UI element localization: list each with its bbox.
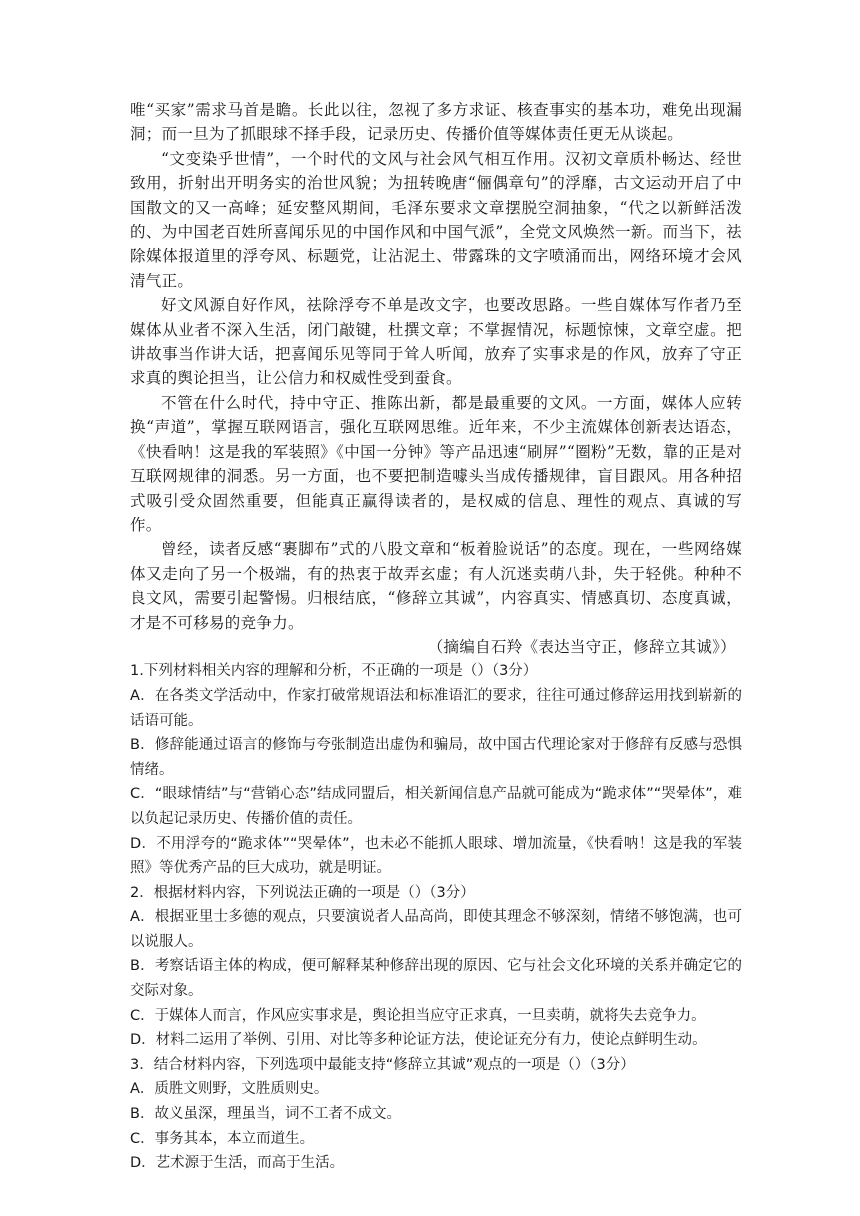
passage-source-citation: （摘编自石羚《表达当守正，修辞立其诚》）: [427, 637, 736, 656]
passage-paragraph-5: 曾经，读者反感“裹脚布”式的八股文章和“板着脸说话”的态度。现在，一些网络媒体又走向了另一个极端，有的热衷于故弄玄虚；有人沉迷卖萌八卦，失于轻佻。种种不良文风，需要引起警惕。归根结底，“修辞立其诚”，内容真实、情感真切、态度真诚，才是不可移易的竞争力。: [130, 540, 742, 632]
reading-passage: [130, 98, 742, 659]
option-d: D．不用浮夸的“跪求体”“哭晕体”，也未必不能抓人眼球、增加流量，《快看呐！这是我的军装照》等优秀产品的巨大成功，就是明证。: [130, 835, 742, 877]
passage-paragraph-1: 唯“买家”需求马首是瞻。长此以往，忽视了多方求证、核查事实的基本功，难免出现漏洞；而一旦为了抓眼球不择手段，记录历史、传播价值等媒体责任更无从谈起。: [130, 101, 742, 144]
passage-paragraph-4: 不管在什么时代，持中守正、推陈出新，都是最重要的文风。一方面，媒体人应转换“声道”，掌握互联网语言，强化互联网思维。近年来，不少主流媒体创新表达语态，《快看呐！这是我的军装照》《中国一分钟》等产品迅速“刷屏”“圈粉”无数，靠的正是对互联网规律的洞悉。另一方面，也不要把制造噱头当成传播规律，盲目跟风。用各种招式吸引受众固然重要，但能真正赢得读者的，是权威的信息、理性的观点、真诚的写作。: [130, 393, 742, 534]
option-a: A．在各类文学活动中，作家打破常规语法和标准语汇的要求，往往可通过修辞运用找到崭新的话语可能。: [130, 687, 742, 729]
question-stem: 3．结合材料内容，下列选项中最能支持“修辞立其诚”观点的一项是（）（3分）: [130, 1056, 635, 1073]
option-c: C．“眼球情结”与“营销心态”结成同盟后，相关新闻信息产品就可能成为“跪求体”“哭晕体”，难以负起记录历史、传播价值的责任。: [130, 786, 742, 827]
question-stem: 1.下列材料相关内容的理解和分析，不正确的一项是（）（3分）: [130, 663, 538, 680]
option-b: B．考察话语主体的构成，便可解释某种修辞出现的原因、它与社会文化环境的关系并确定它的交际对象。: [130, 958, 742, 1000]
question-list: [130, 659, 742, 1175]
question-3: [130, 1053, 742, 1176]
option-c: C．于媒体人而言，作风应实事求是，舆论担当应守正求真，一旦卖萌，就将失去竞争力。: [130, 1007, 706, 1024]
question-2: [130, 881, 742, 1053]
question-1: [130, 659, 742, 880]
passage-paragraph-3: 好文风源自好作风，祛除浮夸不单是改文字，也要改思路。一些自媒体写作者乃至媒体从业者不深入生活，闭门敲键，杜撰文章；不掌握情况，标题惊悚，文章空虚。把讲故事当作讲大话，把喜闻乐见等同于耸人听闻，放弃了实事求是的作风，放弃了守正求真的舆论担当，让公信力和权威性受到蚕食。: [130, 296, 742, 388]
option-a: A．根据亚里士多德的观点，只要演说者人品高尚，即使其理念不够深刻，情绪不够饱满，也可以说服人。: [130, 909, 742, 950]
option-b: B．故义虽深，理虽当，词不工者不成文。: [130, 1106, 401, 1123]
question-stem: 2．根据材料内容，下列说法正确的一项是（）（3分）: [130, 884, 475, 901]
option-b: B．修辞能通过语言的修饰与夸张制造出虚伪和骗局，故中国古代理论家对于修辞有反感与恐惧情绪。: [130, 737, 742, 778]
option-a: A．质胜文则野，文胜质则史。: [130, 1081, 329, 1098]
option-d: D．材料二运用了举例、引用、对比等多种论证方法，使论证充分有力，使论点鲜明生动。: [130, 1032, 707, 1049]
option-c: C．事务其本，本立而道生。: [130, 1130, 315, 1147]
option-d: D．艺术源于生活，而高于生活。: [130, 1155, 345, 1172]
passage-paragraph-2: “文变染乎世情”，一个时代的文风与社会风气相互作用。汉初文章质朴畅达、经世致用，折射出开明务实的治世风貌；为扭转晚唐“俪偶章句”的浮靡，古文运动开启了中国散文的又一高峰；延安整风期间，毛泽东要求文章摆脱空洞抽象，“代之以新鲜活泼的、为中国老百姓所喜闻乐见的中国作风和中国气派”，全党文风焕然一新。而当下，祛除媒体报道里的浮夸风、标题党，让沾泥土、带露珠的文字喷涌而出，网络环境才会风清气正。: [130, 149, 742, 290]
